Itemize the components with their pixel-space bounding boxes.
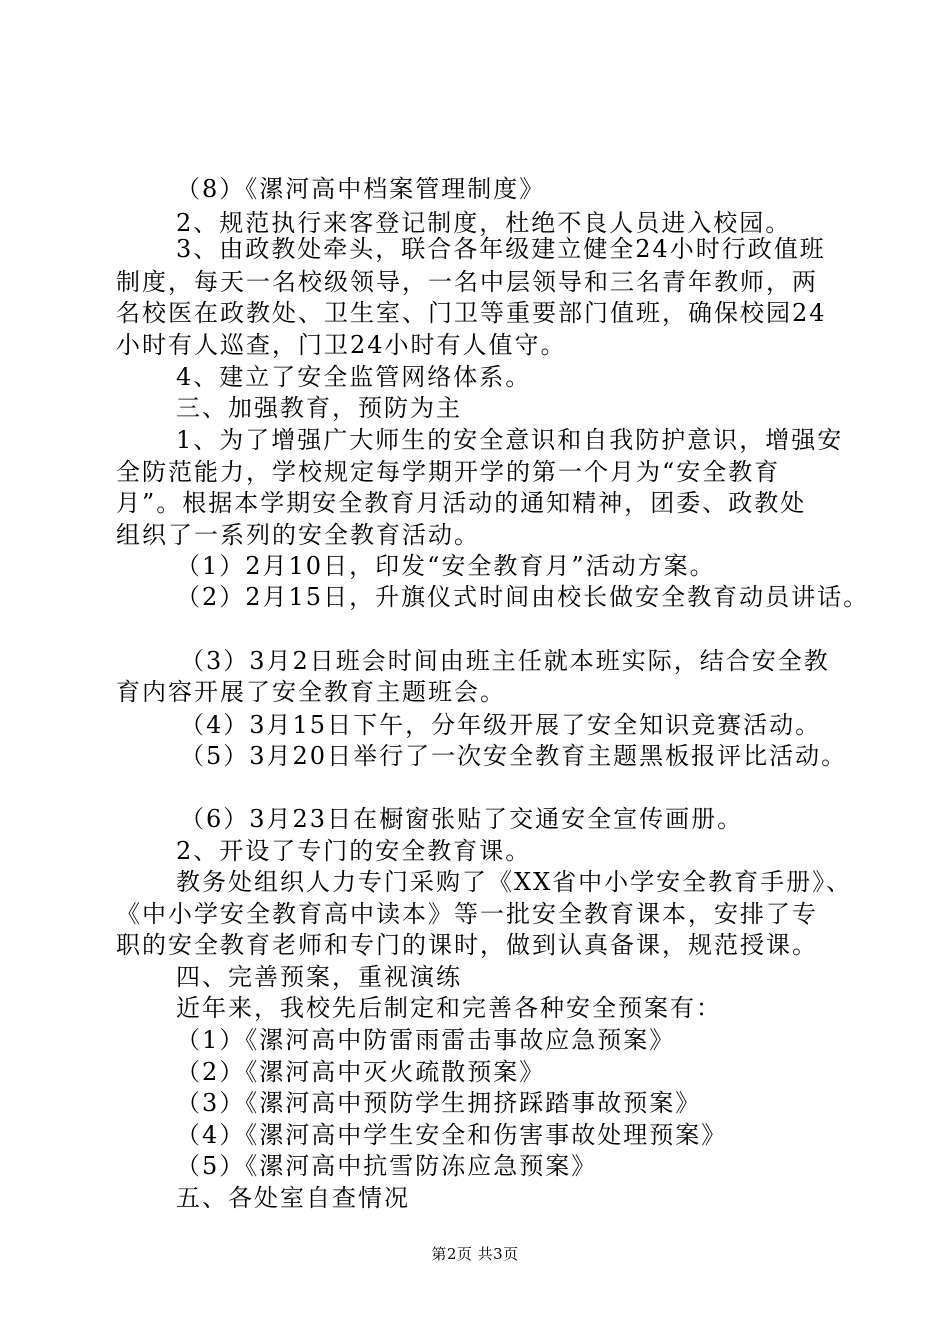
section-heading: 三、加强教育，预防为主 [176, 394, 462, 422]
text-line: （4）《漯河高中学生安全和伤害事故处理预案》 [176, 1121, 728, 1149]
section-heading: 五、各处室自查情况 [176, 1184, 410, 1212]
text-line: （3）《漯河高中预防学生拥挤踩踏事故预案》 [176, 1089, 702, 1117]
text-line: 2、开设了专门的安全教育课。 [176, 837, 532, 865]
text-line: 名校医在政教处、卫生室、门卫等重要部门值班，确保校园24 [116, 299, 827, 327]
text-line: 育内容开展了安全教育主题班会。 [116, 678, 506, 706]
text-line: （6）3月23日在橱窗张贴了交通安全宣传画册。 [180, 805, 744, 833]
text-line: （2）《漯河高中灭火疏散预案》 [176, 1058, 546, 1086]
text-line: 3、由政教处牵头，联合各年级建立健全24小时行政值班 [176, 235, 826, 263]
text-line: 1、为了增强广大师生的安全意识和自我防护意识，增强安 [176, 426, 844, 454]
text-line: 近年来，我校先后制定和完善各种安全预案有： [176, 994, 722, 1022]
text-line: （8）《漯河高中档案管理制度》 [176, 175, 546, 203]
text-line: 月”。根据本学期安全教育月活动的通知精神，团委、政教处 [116, 489, 807, 517]
text-line: 2、规范执行来客登记制度，杜绝不良人员进入校园。 [176, 209, 792, 237]
text-line: （1）2月10日，印发“安全教育月”活动方案。 [176, 552, 716, 580]
text-line: 教务处组织人力专门采购了《XX省中小学安全教育手册》、 [176, 868, 853, 896]
text-line: 全防范能力，学校规定每学期开学的第一个月为“安全教育 [116, 458, 781, 486]
text-line: 制度，每天一名校级领导，一名中层领导和三名青年教师，两 [116, 268, 818, 296]
page-number-footer: 第2页 共3页 [431, 1245, 519, 1263]
text-line: （3）3月2日班会时间由班主任就本班实际，结合安全教 [180, 647, 830, 675]
text-line: （5）《漯河高中抗雪防冻应急预案》 [176, 1152, 598, 1180]
text-line: 4、建立了安全监管网络体系。 [176, 363, 532, 391]
text-line: 小时有人巡查，门卫24小时有人值守。 [116, 331, 567, 359]
text-line: 《中小学安全教育高中读本》等一批安全教育课本，安排了专 [116, 900, 818, 928]
text-line: （5）3月20日举行了一次安全教育主题黑板报评比活动。 [180, 742, 848, 770]
text-line: （4）3月15日下午，分年级开展了安全知识竞赛活动。 [180, 711, 822, 739]
text-line: （1）《漯河高中防雷雨雷击事故应急预案》 [176, 1026, 676, 1054]
text-line: 职的安全教育老师和专门的课时，做到认真备课，规范授课。 [116, 931, 818, 959]
section-heading: 四、完善预案，重视演练 [176, 963, 462, 991]
text-line: 组织了一系列的安全教育活动。 [116, 521, 480, 549]
text-line: （2）2月15日，升旗仪式时间由校长做安全教育动员讲话。 [176, 583, 870, 611]
